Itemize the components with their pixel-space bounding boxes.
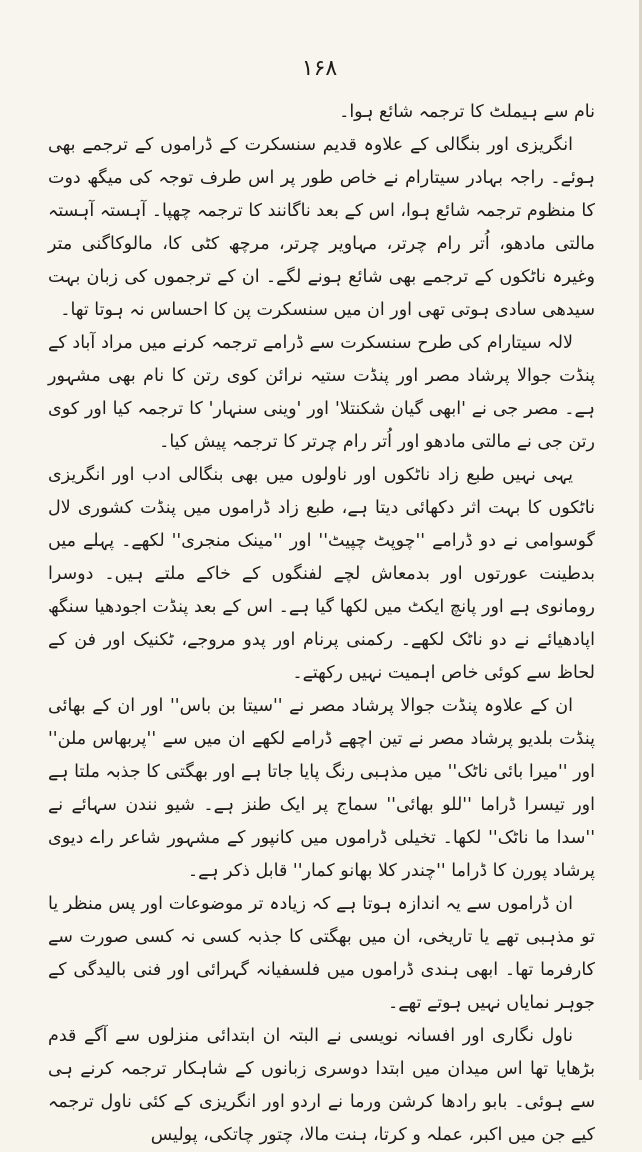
paragraph-1: نام سے ہیملٹ کا ترجمہ شائع ہوا۔ [339, 102, 595, 122]
paragraph-6: ان ڈراموں سے یہ اندازہ ہوتا ہے کہ زیادہ تر موضوعات اور پس منظر یا تو مذہبی تھے یا تاریخی، ان میں بھگتی کا جذبہ کسی نہ کسی صورت سے کارفرما تھا۔ ابھی ہندی ڈراموں میں فلسفیانہ گہرائی اور فنی بالیدگی کے جوہر نمایاں نہیں ہوتے تھے۔ [48, 894, 595, 1013]
paragraph-4: یہی نہیں طبع زاد ناٹکوں اور ناولوں میں بھی بنگالی ادب اور انگریزی ناٹکوں کا بہت اثر دکھائی دیتا ہے، طبع زاد ڈراموں میں پنڈت کشوری لال گوسوامی نے دو ڈرامے ''چوپٹ چپیٹ'' اور ''مینک منجری'' لکھے۔ پہلے میں بدطینت عورتوں اور بدمعاش لچے لفنگوں کے خاکے ملتے ہیں۔ دوسرا رومانوی ہے اور پانچ ایکٹ میں لکھا گیا ہے۔ اس کے بعد پنڈت اجودھیا سنگھ اپادھیائے نے دو ناٹک لکھے۔ رکمنی پرنام اور پدو مروجے، ٹکنیک اور فن کے لحاظ سے کوئی خاص اہمیت نہیں رکھتے۔ [48, 465, 595, 683]
page-number: ۱۶۸ [301, 56, 338, 81]
paragraph-2: انگریزی اور بنگالی کے علاوہ قدیم سنسکرت کے ڈراموں کے ترجمے بھی ہوئے۔ راجہ بہادر سیتارام نے خاص طور پر اس طرف توجہ کی میگھ دوت کا منظوم ترجمہ شائع ہوا، اس کے بعد ناگانند کا ترجمہ چھپا۔ آہستہ آہستہ مالتی مادھو، اُتر رام چرتر، مہاویر چرتر، مرچھ کٹی کا، مالوکاگنی متر وغیرہ ناٹکوں کے ترجمے بھی شائع ہونے لگے۔ ان کے ترجموں کی زبان بہت سیدھی سادی ہوتی تھی اور ان میں سنسکرت پن کا احساس نہ ہوتا تھا۔ [48, 135, 595, 320]
body-text [48, 96, 595, 1152]
paragraph-3: لالہ سیتارام کی طرح سنسکرت سے ڈرامے ترجمہ کرنے میں مراد آباد کے پنڈت جوالا پرشاد مصر اور پنڈت ستیہ نرائن کوی رتن کا نام بھی مشہور ہے۔ مصر جی نے 'ابھی گیان شکنتلا' اور 'وینی سنہار' کا ترجمہ کیا اور کوی رتن جی نے مالتی مادھو اور اُتر رام چرتر کا ترجمہ پیش کیا۔ [48, 333, 595, 452]
paragraph-5: ان کے علاوہ پنڈت جوالا پرشاد مصر نے ''سیتا بن باس'' اور ان کے بھائی پنڈت بلدیو پرشاد مصر نے تین اچھے ڈرامے لکھے ان میں سے ''پربھاس ملن'' اور ''میرا بائی ناٹک'' میں مذہبی رنگ پایا جاتا ہے اور بھگتی کا جذبہ ملتا ہے اور تیسرا ڈراما ''للو بھائی'' سماج پر ایک طنز ہے۔ شیو نندن سہائے نے ''سدا ما ناٹک'' لکھا۔ تخیلی ڈراموں میں کانپور کے مشہور شاعر راے دیوی پرشاد پورن کا ڈراما ''چندر کلا بھانو کمار'' قابل ذکر ہے۔ [48, 696, 595, 881]
paragraph-7: ناول نگاری اور افسانہ نویسی نے البتہ ان ابتدائی منزلوں سے آگے قدم بڑھایا تھا اس میدان میں ابتدا دوسری زبانوں کے شاہکار ترجمہ کرنے ہی سے ہوئی۔ بابو رادھا کرشن ورما نے اردو اور انگریزی کے کئی ناول ترجمہ کیے جن میں اکبر، عملہ و کرتا، ہنت مالا، چتور چاتکی، پولیس [48, 1026, 595, 1145]
